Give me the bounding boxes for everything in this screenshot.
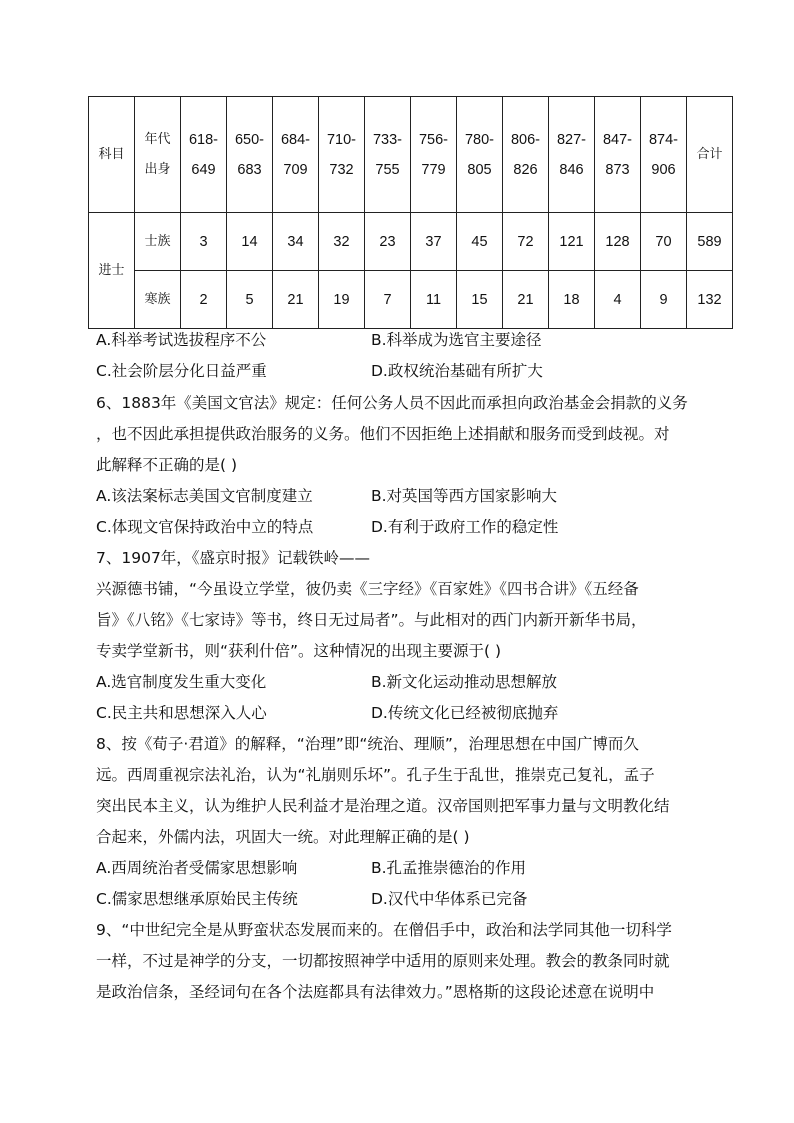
table-cell: 15 bbox=[457, 271, 503, 329]
q6-stem-line: 此解释不正确的是( ) bbox=[96, 456, 238, 474]
table-cell: 37 bbox=[411, 213, 457, 271]
subject-name: 进士 bbox=[89, 213, 135, 329]
table-cell: 4 bbox=[595, 271, 641, 329]
header-origin: 出身 bbox=[144, 161, 171, 177]
period-header: 733- 755 bbox=[365, 97, 411, 213]
q8-stem-line: 8、按《荀子·君道》的解释，“治理”即“统治、理顺”，治理思想在中国广博而久 bbox=[96, 735, 639, 753]
row-total: 589 bbox=[687, 213, 733, 271]
q5-option-b: B.科举成为选官主要途径 bbox=[371, 331, 542, 349]
header-subject: 科目 bbox=[89, 97, 135, 213]
table-header-row bbox=[89, 97, 733, 213]
header-era: 年代 bbox=[144, 131, 171, 147]
q8-option-b: B.孔孟推崇德治的作用 bbox=[371, 859, 527, 877]
table-cell: 3 bbox=[181, 213, 227, 271]
period-header: 806- 826 bbox=[503, 97, 549, 213]
table-cell: 23 bbox=[365, 213, 411, 271]
q6-option-a: A.该法案标志美国文官制度建立 bbox=[96, 487, 313, 505]
row-total: 132 bbox=[687, 271, 733, 329]
q7-option-a: A.选官制度发生重大变化 bbox=[96, 673, 267, 691]
q5-option-a: A.科举考试选拔程序不公 bbox=[96, 331, 267, 349]
table-cell: 72 bbox=[503, 213, 549, 271]
table-cell: 18 bbox=[549, 271, 595, 329]
period-header: 756- 779 bbox=[411, 97, 457, 213]
q7-stem-line: 旨》《八铭》《七家诗》等书，终日无过局者”。与此相对的西门内新开新华书局， bbox=[96, 611, 647, 629]
q9-stem-line: 9、“中世纪完全是从野蛮状态发展而来的。在僧侣手中，政治和法学同其他一切科学 bbox=[96, 921, 672, 939]
table-cell: 11 bbox=[411, 271, 457, 329]
table-cell: 45 bbox=[457, 213, 503, 271]
period-header: 650- 683 bbox=[227, 97, 273, 213]
table-cell: 19 bbox=[319, 271, 365, 329]
period-header: 847- 873 bbox=[595, 97, 641, 213]
table-cell: 5 bbox=[227, 271, 273, 329]
q7-option-d: D.传统文化已经被彻底抛弃 bbox=[371, 704, 559, 722]
exam-data-table bbox=[88, 96, 733, 329]
q8-option-d: D.汉代中华体系已完备 bbox=[371, 890, 528, 908]
table-cell: 32 bbox=[319, 213, 365, 271]
table-cell: 7 bbox=[365, 271, 411, 329]
q7-stem-line: 兴源德书铺，“今虽设立学堂，彼仍卖《三字经》《百家姓》《四书合讲》《五经备 bbox=[96, 580, 639, 598]
table-cell: 14 bbox=[227, 213, 273, 271]
table-row bbox=[89, 271, 733, 329]
q8-stem-line: 远。西周重视宗法礼治，认为“礼崩则乐坏”。孔子生于乱世，推崇克己复礼，孟子 bbox=[96, 766, 655, 784]
table-cell: 21 bbox=[503, 271, 549, 329]
table-cell: 21 bbox=[273, 271, 319, 329]
q6-option-d: D.有利于政府工作的稳定性 bbox=[371, 518, 559, 536]
q9-stem-line: 是政治信条，圣经词句在各个法庭都具有法律效力。”恩格斯的这段论述意在说明中 bbox=[96, 983, 655, 1001]
table-cell: 34 bbox=[273, 213, 319, 271]
q5-option-c: C.社会阶层分化日益严重 bbox=[96, 362, 267, 380]
header-era-origin bbox=[135, 97, 181, 213]
q8-option-c: C.儒家思想继承原始民主传统 bbox=[96, 890, 298, 908]
table-cell: 121 bbox=[549, 213, 595, 271]
period-header: 618- 649 bbox=[181, 97, 227, 213]
period-header: 780- 805 bbox=[457, 97, 503, 213]
q8-stem-line: 突出民本主义，认为维护人民利益才是治理之道。汉帝国则把军事力量与文明教化结 bbox=[96, 797, 670, 815]
q6-option-c: C.体现文官保持政治中立的特点 bbox=[96, 518, 314, 536]
q5-option-d: D.政权统治基础有所扩大 bbox=[371, 362, 543, 380]
q6-stem-line: ，也不因此承担提供政治服务的义务。他们不因拒绝上述捐献和服务而受到歧视。对 bbox=[96, 425, 670, 443]
q7-option-b: B.新文化运动推动思想解放 bbox=[371, 673, 558, 691]
header-total: 合计 bbox=[687, 97, 733, 213]
period-header: 827- 846 bbox=[549, 97, 595, 213]
q6-option-b: B.对英国等西方国家影响大 bbox=[371, 487, 558, 505]
row-label: 寒族 bbox=[135, 271, 181, 329]
table-row bbox=[89, 213, 733, 271]
q7-stem-line: 专卖学堂新书，则“获利什倍”。这种情况的出现主要源于( ) bbox=[96, 642, 502, 660]
period-header: 874- 906 bbox=[641, 97, 687, 213]
q8-option-a: A.西周统治者受儒家思想影响 bbox=[96, 859, 298, 877]
q6-stem-line: 6、1883年《美国文官法》规定：任何公务人员不因此而承担向政治基金会捐款的义务 bbox=[96, 394, 688, 412]
period-header: 710- 732 bbox=[319, 97, 365, 213]
table-cell: 70 bbox=[641, 213, 687, 271]
period-header: 684- 709 bbox=[273, 97, 319, 213]
q7-stem-line: 7、1907年，《盛京时报》记载铁岭—— bbox=[96, 549, 371, 567]
q8-stem-line: 合起来，外儒内法，巩固大一统。对此理解正确的是( ) bbox=[96, 828, 470, 846]
q7-option-c: C.民主共和思想深入人心 bbox=[96, 704, 267, 722]
table-cell: 9 bbox=[641, 271, 687, 329]
q9-stem-line: 一样，不过是神学的分支，一切都按照神学中适用的原则来处理。教会的教条同时就 bbox=[96, 952, 670, 970]
table-cell: 128 bbox=[595, 213, 641, 271]
table-cell: 2 bbox=[181, 271, 227, 329]
row-label: 士族 bbox=[135, 213, 181, 271]
